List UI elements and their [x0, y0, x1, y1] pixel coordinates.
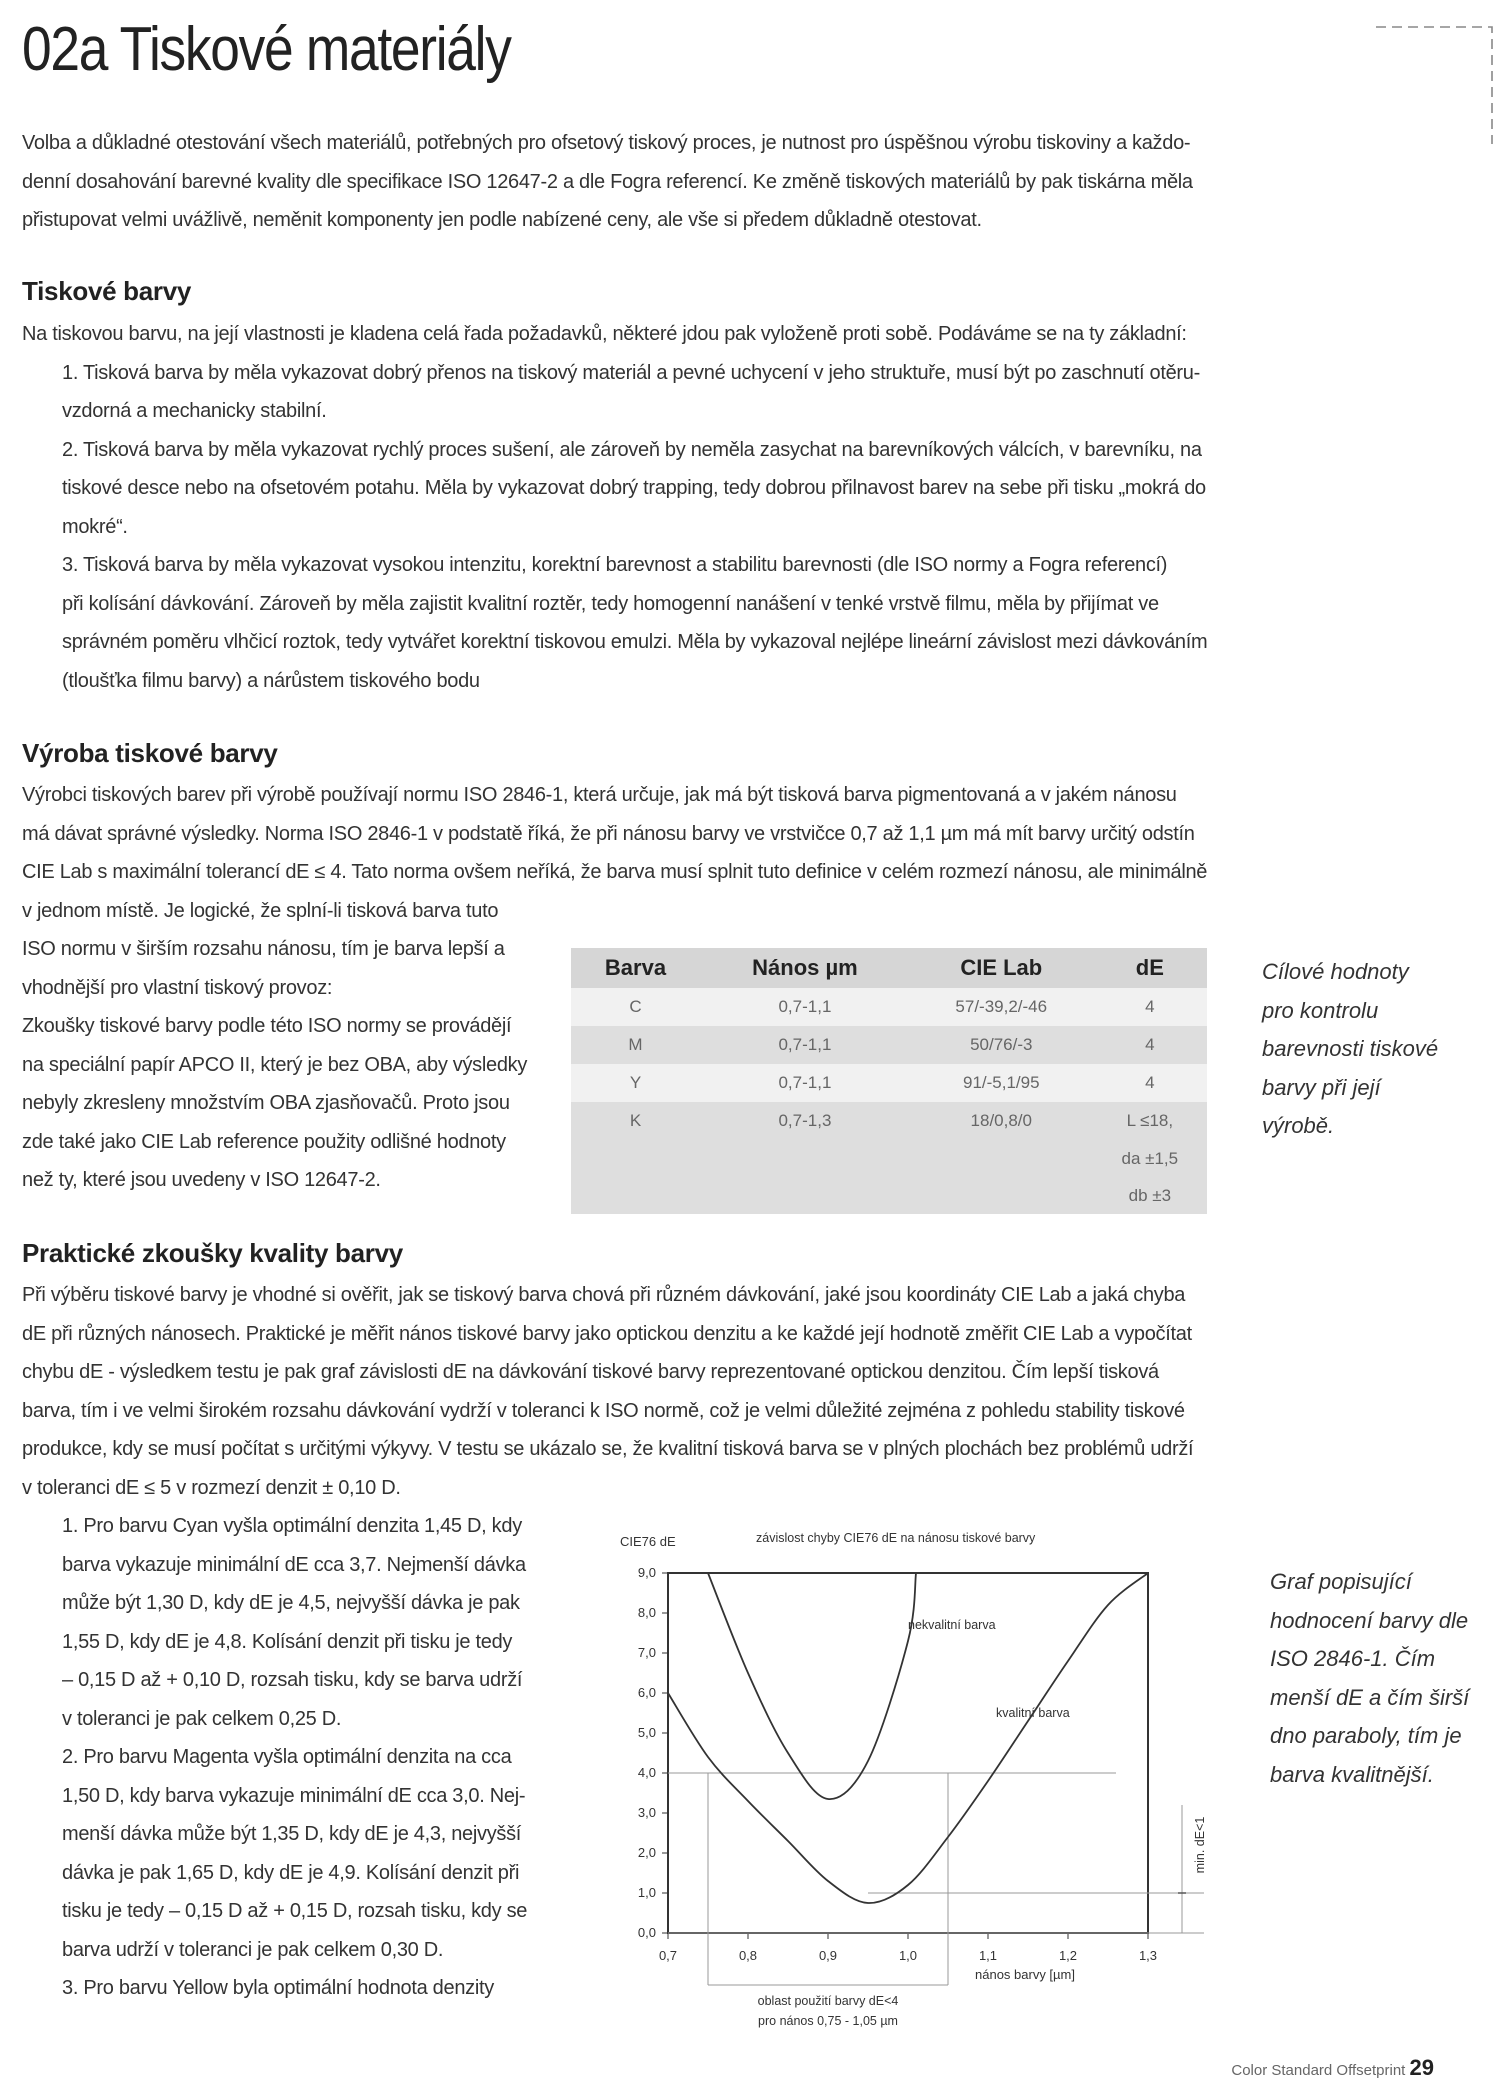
- text-line: barva, tím i ve velmi širokém rozsahu dávkování vydrží v toleranci k ISO normě, což je velmi důležité zejména z pohledu stability tiskové: [22, 1399, 1185, 1422]
- section-heading-prakticke: Praktické zkoušky kvality barvy: [22, 1238, 403, 1268]
- text-line: Zkoušky tiskové barvy podle této ISO normy se provádějí: [22, 1015, 512, 1037]
- text-line: 2. Tisková barva by měla vykazovat rychlý proces sušení, ale zároveň by neměla zasychat na barevníkových válcích, v barevníku, na: [62, 438, 1202, 461]
- table-cell: 91/-5,1/95: [910, 1064, 1093, 1102]
- page-footer: [1231, 2055, 1434, 2081]
- range-label: oblast použití barvy dE<4: [757, 1994, 899, 2008]
- note-line: výrobě.: [1262, 1113, 1335, 1138]
- table-row: [571, 1026, 1207, 1064]
- text-line: dávka je pak 1,65 D, kdy dE je 4,9. Kolísání denzit při: [62, 1861, 520, 1884]
- text-line: vhodnější pro vlastní tiskový provoz:: [22, 976, 333, 999]
- chart-side-note: [1270, 1563, 1490, 1794]
- text-line: 1. Pro barvu Cyan vyšla optimální denzita 1,45 D, kdy: [62, 1515, 522, 1537]
- text-line: 1. Tisková barva by měla vykazovat dobrý přenos na tiskový materiál a pevné uchycení v jeho struktuře, musí být po zaschnutí otěru-: [62, 361, 1200, 384]
- note-line: ISO 2846-1. Čím: [1270, 1646, 1436, 1671]
- note-line: barva kvalitnější.: [1270, 1761, 1434, 1787]
- y-tick-label: 4,0: [637, 1765, 656, 1780]
- y-tick-label: 2,0: [637, 1845, 656, 1860]
- text-line: 3. Tisková barva by měla vykazovat vysokou intenzitu, korektní barevnost a stabilitu barevnosti (dle ISO normy a Fogra referencí): [62, 554, 1168, 576]
- section-heading-vyroba: Výroba tiskové barvy: [22, 738, 278, 768]
- text-line: 3. Pro barvu Yellow byla optimální hodnota denzity: [62, 1977, 494, 1999]
- y-tick-label: 3,0: [637, 1805, 656, 1820]
- min-de-label: min. dE<1: [1193, 1816, 1207, 1874]
- table-cell: Y: [571, 1064, 700, 1102]
- table-cell: L ≤18,: [1093, 1102, 1207, 1140]
- text-line: Při výběru tiskové barvy je vhodné si ověřit, jak se tiskový barva chová při různém dávkování, jaké jsou koordináty CIE Lab a jaká chyba: [22, 1284, 1186, 1306]
- table-cell: 18/0,8/0: [910, 1102, 1093, 1140]
- x-tick-label: 1,3: [1138, 1948, 1158, 1963]
- text-line: má dávat správné výsledky. Norma ISO 2846-1 v podstatě říká, že při nánosu barvy ve vrstvičce 0,7 až 1,1 µm má mít barvy určitý odstín: [22, 822, 1195, 845]
- y-axis-label: CIE76 dE: [620, 1534, 676, 1549]
- intro-paragraph: [22, 124, 1262, 240]
- table-row: [571, 1140, 1207, 1177]
- text-line: vzdorná a mechanicky stabilní.: [62, 400, 327, 422]
- table-cell: 0,7-1,1: [700, 1064, 910, 1102]
- table-cell: [700, 1140, 910, 1177]
- text-line: menší dávka může být 1,35 D, kdy dE je 4,3, nejvyšší: [62, 1823, 522, 1845]
- note-line: barevnosti tiskové: [1262, 1036, 1439, 1061]
- series-label: nekvalitní barva: [908, 1618, 996, 1632]
- table-cell: [910, 1140, 1093, 1177]
- text-line: CIE Lab s maximální tolerancí dE ≤ 4. Tato norma ovšem neříká, že barva musí splnit tuto definice v celém rozmezí nánosu, ale minimálně: [22, 861, 1208, 883]
- text-line: tisku je tedy – 0,15 D až + 0,15 D, rozsah tisku, kdy se: [62, 1900, 528, 1922]
- text-line: 2. Pro barvu Magenta vyšla optimální denzita na cca: [62, 1746, 512, 1768]
- de-chart: [600, 1520, 1240, 2040]
- table-cell: 57/-39,2/-46: [910, 988, 1093, 1026]
- text-line: produkce, kdy se musí počítat s určitými výkyvy. V testu se ukázalo se, že kvalitní tisková barva se v plných plochách bez problémů udrží: [22, 1438, 1194, 1460]
- table-cell: [910, 1177, 1093, 1214]
- text-line: správném poměru vlhčicí roztok, tedy vytvářet korektní tiskovou emulzi. Měla by vykazoval nejlépe lineární závislost mezi dávkováním: [62, 631, 1208, 653]
- note-line: dno paraboly, tím je: [1270, 1723, 1462, 1748]
- table-cell: 0,7-1,1: [700, 1026, 910, 1064]
- section-tiskove-barvy-body: [22, 315, 1282, 700]
- x-tick-label: 0,8: [738, 1948, 758, 1963]
- list-item: [22, 546, 1282, 700]
- range-label: pro nános 0,75 - 1,05 µm: [758, 2014, 898, 2028]
- table-row: [571, 1064, 1207, 1102]
- measurement-table: [571, 948, 1207, 1214]
- x-tick-label: 1,0: [898, 1948, 918, 1963]
- table-cell: [700, 1177, 910, 1214]
- y-tick-label: 9,0: [637, 1565, 656, 1580]
- text-line: v toleranci dE ≤ 5 v rozmezí denzit ± 0,10 D.: [22, 1476, 401, 1499]
- text-line: nebyly zkresleny množstvím OBA zjasňovačů. Proto jsou: [22, 1092, 510, 1114]
- text-line: na speciální papír APCO II, který je bez OBA, aby výsledky: [22, 1053, 528, 1076]
- note-line: Cílové hodnoty: [1262, 959, 1409, 984]
- table-cell: [571, 1177, 700, 1214]
- table-cell: db ±3: [1093, 1177, 1207, 1214]
- table-cell: 4: [1093, 1026, 1207, 1064]
- text-line: – 0,15 D až + 0,10 D, rozsah tisku, kdy se barva udrží: [62, 1669, 523, 1691]
- text-line: Na tiskovou barvu, na její vlastnosti je kladena celá řada požadavků, některé jdou pak vyloženě proti sobě. Podáváme se na ty základní:: [22, 323, 1187, 345]
- table-cell: da ±1,5: [1093, 1140, 1207, 1177]
- text-line: (tloušťka filmu barvy) a nárůstem tiskového bodu: [62, 669, 480, 692]
- x-tick-label: 1,1: [978, 1948, 998, 1963]
- series-label: kvalitní barva: [996, 1706, 1070, 1720]
- page-number: 29: [1409, 2055, 1434, 2080]
- text-line: v toleranci je pak celkem 0,25 D.: [62, 1707, 342, 1730]
- text-line: 1,50 D, kdy barva vykazuje minimální dE cca 3,0. Nej-: [62, 1784, 526, 1807]
- chart-title: závislost chyby CIE76 dE na nánosu tiskové barvy: [756, 1531, 1036, 1545]
- page-title: 02a Tiskové materiály: [22, 15, 511, 84]
- table-cell: 50/76/-3: [910, 1026, 1093, 1064]
- table-side-note: [1262, 953, 1482, 1146]
- text-line: tiskové desce nebo na ofsetovém potahu. Měla by vykazovat dobrý trapping, tedy dobrou přilnavost barev na sebe při tisku „mokrá do: [62, 477, 1206, 499]
- x-tick-label: 0,9: [818, 1948, 838, 1963]
- note-line: hodnocení barvy dle: [1270, 1607, 1469, 1633]
- table-cell: [571, 1140, 700, 1177]
- text-line: při kolísání dávkování. Zároveň by měla zajistit kvalitní roztěr, tedy homogenní nanášení v tenké vrstvě filmu, měla by přijímat ve: [62, 592, 1159, 615]
- y-tick-label: 8,0: [637, 1605, 656, 1620]
- y-tick-label: 0,0: [637, 1925, 656, 1940]
- note-line: barvy při její: [1262, 1074, 1381, 1100]
- table-row: [571, 988, 1207, 1026]
- y-tick-label: 7,0: [637, 1645, 656, 1660]
- table-header: Nános µm: [700, 948, 910, 988]
- text-line: zde také jako CIE Lab reference použity odlišné hodnoty: [22, 1130, 506, 1153]
- list-item: [22, 431, 1282, 547]
- note-line: menší dE a čím širší: [1270, 1684, 1470, 1710]
- section-prakticke-list: [62, 1507, 582, 2008]
- table-header: dE: [1093, 948, 1207, 988]
- text-line: Výrobci tiskových barev při výrobě používají normu ISO 2846-1, která určuje, jak má být tisková barva pigmentovaná a v jakém nánosu: [22, 784, 1177, 806]
- text-line: chybu dE - výsledkem testu je pak graf závislosti dE na dávkování tiskové barvy reprezentované optickou denzitou. Čím lepší tisková: [22, 1361, 1159, 1383]
- y-tick-label: 5,0: [637, 1725, 656, 1740]
- text-line: denní dosahování barevné kvality dle specifikace ISO 12647-2 a dle Fogra referencí. Ke změně tiskových materiálů by pak tiskárna měla: [22, 170, 1193, 193]
- note-line: Graf popisující: [1270, 1569, 1412, 1594]
- table-cell: C: [571, 988, 700, 1026]
- x-tick-label: 1,2: [1058, 1948, 1078, 1963]
- list-item: [22, 354, 1282, 431]
- text-line: v jednom místě. Je logické, že splní-li tisková barva tuto: [22, 899, 499, 922]
- text-line: barva udrží v toleranci je pak celkem 0,30 D.: [62, 1938, 444, 1961]
- table-cell: 4: [1093, 988, 1207, 1026]
- table-cell: 4: [1093, 1064, 1207, 1102]
- table-header: CIE Lab: [910, 948, 1093, 988]
- text-line: mokré“.: [62, 515, 128, 538]
- footer-text: Color Standard Offsetprint: [1231, 2062, 1406, 2079]
- text-line: ISO normu v širším rozsahu nánosu, tím je barva lepší a: [22, 938, 505, 960]
- section-heading-tiskove-barvy: Tiskové barvy: [22, 276, 192, 306]
- y-tick-label: 1,0: [637, 1885, 656, 1900]
- text-line: Volba a důkladné otestování všech materiálů, potřebných pro ofsetový tiskový proces, je nutnost pro úspěšnou výrobu tiskoviny a každo-: [22, 132, 1191, 154]
- table-header: Barva: [571, 948, 700, 988]
- table-cell: K: [571, 1102, 700, 1140]
- text-line: barva vykazuje minimální dE cca 3,7. Nejmenší dávka: [62, 1553, 526, 1576]
- table-cell: 0,7-1,1: [700, 988, 910, 1026]
- text-line: může být 1,30 D, kdy dE je 4,5, nejvyšší dávka je pak: [62, 1592, 520, 1614]
- series-line-nekvalitni: [708, 1573, 916, 1799]
- x-axis-label: nános barvy [µm]: [975, 1967, 1075, 1982]
- table-row: [571, 1102, 1207, 1140]
- table-cell: M: [571, 1026, 700, 1064]
- section-prakticke-body: [22, 1276, 1282, 1507]
- table-cell: 0,7-1,3: [700, 1102, 910, 1140]
- corner-crop-mark: [1376, 26, 1496, 146]
- table-row: [571, 1177, 1207, 1214]
- y-tick-label: 6,0: [637, 1685, 656, 1700]
- text-line: dE při různých nánosech. Praktické je měřit nános tiskové barvy jako optickou denzitu a ke každé její hodnotě změřit CIE Lab a vypočítat: [22, 1322, 1192, 1345]
- table-header-row: [571, 948, 1207, 988]
- text-line: přistupovat velmi uvážlivě, neměnit komponenty jen podle nabízené ceny, ale vše si předem důkladně otestovat.: [22, 209, 982, 231]
- text-line: než ty, které jsou uvedeny v ISO 12647-2.: [22, 1169, 381, 1191]
- x-tick-label: 0,7: [658, 1948, 678, 1963]
- text-line: 1,55 D, kdy dE je 4,8. Kolísání denzit při tisku je tedy: [62, 1630, 513, 1653]
- note-line: pro kontrolu: [1262, 997, 1379, 1023]
